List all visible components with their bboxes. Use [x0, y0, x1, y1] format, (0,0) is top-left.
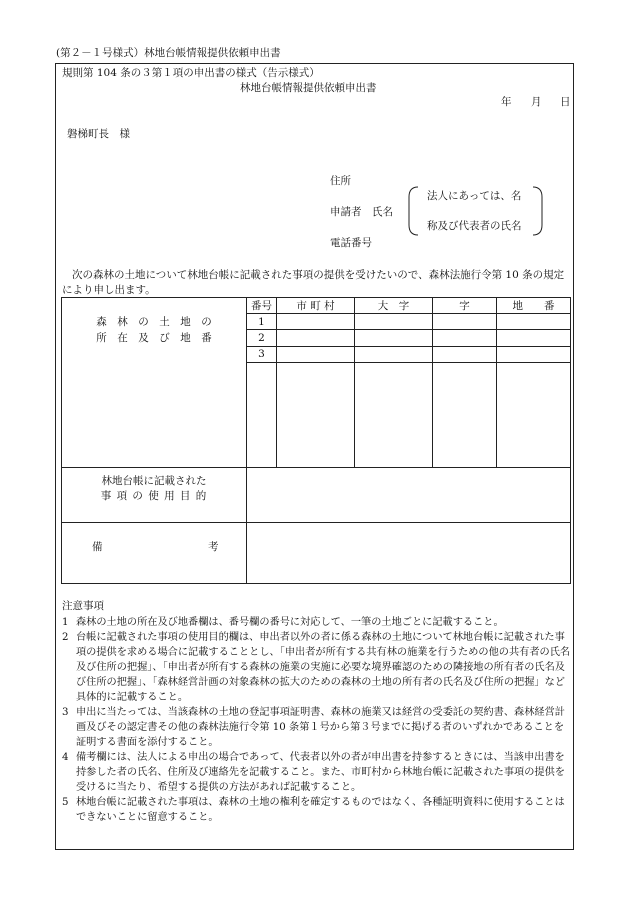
location-label-line2: 所 在 及 び 地 番	[96, 332, 212, 344]
row3-oaza-cell[interactable]	[355, 346, 433, 362]
note-number: 3	[62, 707, 69, 718]
note-number: 2	[62, 632, 69, 643]
date-day: 日	[560, 96, 571, 108]
note-text: 森林の土地の所在及び地番欄は、番号欄の番号に対応して、一筆の土地ごとに記載すること。	[76, 617, 504, 628]
header-number: 番号	[247, 298, 277, 314]
location-label-cell	[62, 298, 247, 468]
header-municipality: 市 町 村	[277, 298, 355, 314]
remarks-label-left: 備	[92, 541, 103, 554]
applicant-name-label: 申請者 氏名	[330, 206, 393, 218]
purpose-label-line1: 林地台帳に記載された	[101, 475, 207, 488]
note-text: 備考欄には、法人による申出の場合であって、代表者以外の者が申出書を持参するときには、当該申出書を持参した者の氏名、住所及び連絡先を記載すること。また、市町村から林地台帳に記載された事項の提供を受けるに当たり、希望する提供の方法があれば記載すること。	[76, 752, 565, 793]
note-item	[60, 795, 572, 825]
blank-cell	[247, 362, 277, 467]
row1-aza-cell[interactable]	[433, 314, 497, 330]
notes-heading: 注意事項	[62, 600, 104, 612]
row1-oaza-cell[interactable]	[355, 314, 433, 330]
location-label-line1: 森 林 の 土 地 の	[96, 316, 212, 328]
right-bracket-icon	[531, 185, 545, 237]
left-bracket-icon	[406, 185, 420, 237]
note-item	[60, 615, 572, 630]
row3-lot-cell[interactable]	[497, 346, 571, 362]
note-text: 台帳に記載された事項の使用目的欄は、申出者以外の者に係る森林の土地について林地台帳に記載された事項の提供を求める場合に記載することとし、「申出者が所有する共有林の施業を行うための他の共有者の氏名及び住所の把握」、「申出者が所有する森林の施業の実施に必要な境界確認のための隣接地の所有者の氏名及び住所の把握」、「森林経営計画の対象森林の拡大のための森林の土地の所有者の氏名及び住所の把握」など具体的に記載すること。	[76, 632, 571, 703]
request-text: 次の森林の土地について林地台帳に記載された事項の提供を受けたいので、森林法施行令第 10 条の規定により申し出ます。	[62, 269, 565, 296]
note-number: 5	[62, 797, 69, 808]
row2-lot-cell[interactable]	[497, 330, 571, 346]
row2-municipality-cell[interactable]	[277, 330, 355, 346]
phone-label: 電話番号	[330, 237, 372, 249]
row1-municipality-cell[interactable]	[277, 314, 355, 330]
form-title: 林地台帳情報提供依頼申出書	[240, 82, 377, 94]
corporate-note-line1: 法人にあっては、名	[427, 190, 522, 202]
date-month: 月	[531, 96, 542, 108]
row1-lot-cell[interactable]	[497, 314, 571, 330]
note-item	[60, 750, 572, 795]
note-number: 4	[62, 752, 69, 763]
header-lot-number: 地 番	[497, 298, 571, 314]
purpose-label-line2: 事 項 の 使 用 目 的	[100, 490, 208, 503]
blank-cell	[433, 362, 497, 467]
row3-aza-cell[interactable]	[433, 346, 497, 362]
land-table	[61, 297, 571, 584]
blank-cell	[497, 362, 571, 467]
notes-list	[60, 615, 572, 825]
remarks-label-cell	[62, 523, 247, 584]
rule-reference: 規則第 104 条の３第１項の申出書の様式（告示様式）	[62, 67, 320, 79]
row2-aza-cell[interactable]	[433, 330, 497, 346]
corporate-note-line2: 称及び代表者の氏名	[427, 220, 522, 232]
blank-cell	[355, 362, 433, 467]
header-oaza: 大 字	[355, 298, 433, 314]
row3-municipality-cell[interactable]	[277, 346, 355, 362]
header-aza: 字	[433, 298, 497, 314]
row-number: 2	[247, 330, 277, 346]
date-year: 年	[501, 96, 512, 108]
remarks-input-cell[interactable]	[247, 523, 571, 584]
note-text: 林地台帳に記載された事項は、森林の土地の権利を確定するものではなく、各種証明資料に使用することはできないことに留意すること。	[76, 797, 565, 823]
note-number: 1	[62, 617, 69, 628]
note-item	[60, 630, 572, 705]
form-caption: (第２－１号様式）林地台帳情報提供依頼申出書	[56, 47, 281, 59]
purpose-label-cell	[62, 468, 247, 523]
addressee: 磐梯町長 様	[67, 128, 130, 140]
row-number: 1	[247, 314, 277, 330]
address-label: 住所	[330, 175, 351, 187]
note-text: 申出に当たっては、当該森林の土地の登記事項証明書、森林の施業又は経営の受委託の契約書、森林経営計画及びその認定書その他の森林法施行令第 10 条第１号から第３号までに掲げる者のいずれかであることを証明する書面を添付すること。	[76, 707, 565, 748]
note-item	[60, 705, 572, 750]
purpose-input-cell[interactable]	[247, 468, 571, 523]
row2-oaza-cell[interactable]	[355, 330, 433, 346]
blank-cell	[277, 362, 355, 467]
remarks-label-right: 考	[208, 541, 219, 554]
row-number: 3	[247, 346, 277, 362]
